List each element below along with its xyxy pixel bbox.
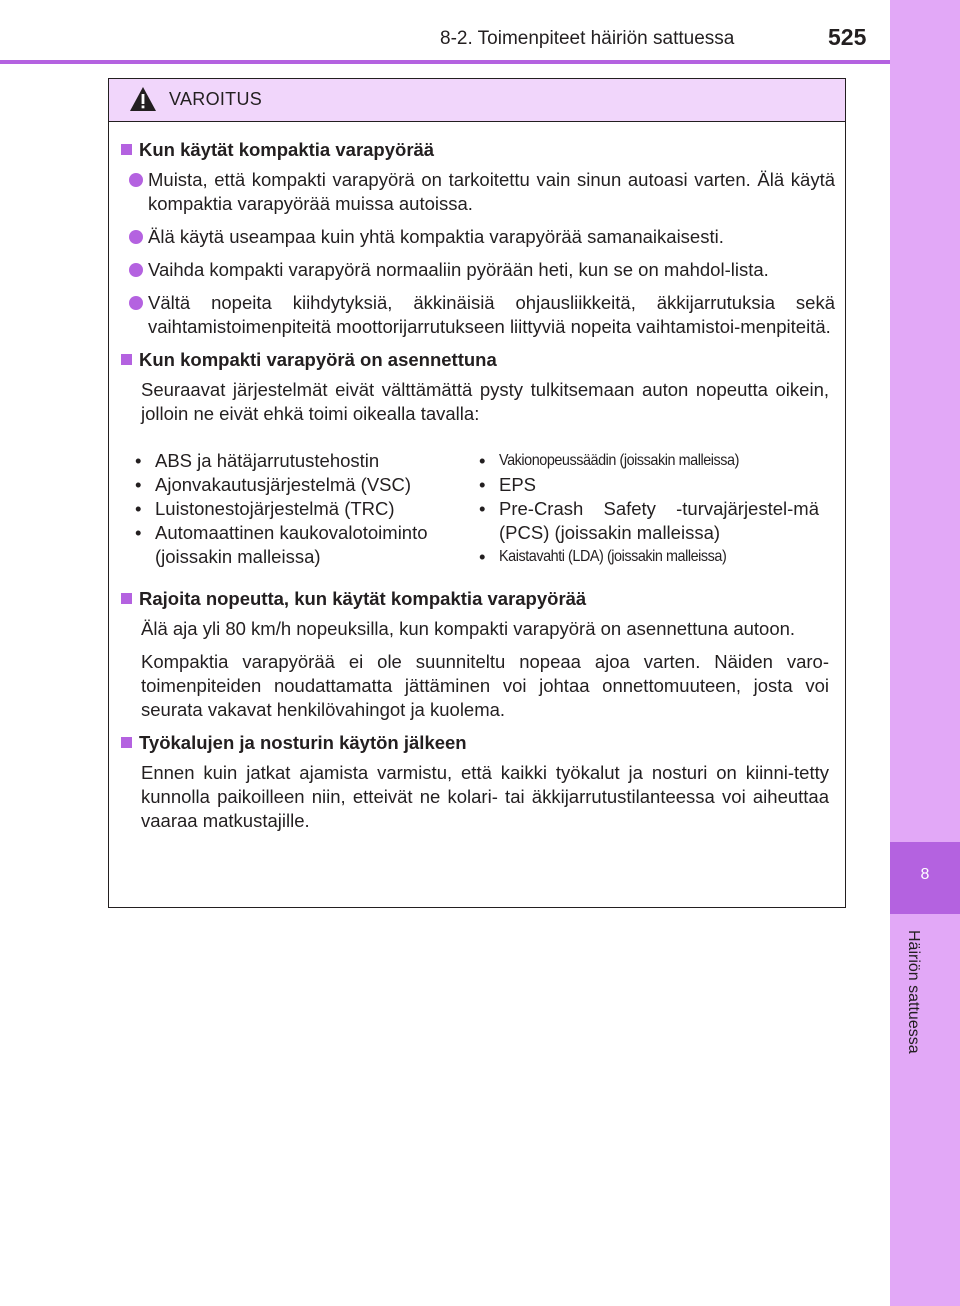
section-heading: Työkalujen ja nosturin käytön jälkeen: [121, 731, 835, 755]
affected-systems-list: [135, 449, 835, 569]
chapter-label: Häiriön sattuessa: [905, 930, 922, 1054]
square-bullet-icon: [121, 354, 132, 365]
page-number: 525: [828, 24, 867, 50]
square-bullet-icon: [121, 593, 132, 604]
list-item: • Automaattinen kaukovalotoiminto (joissakin malleissa): [135, 522, 428, 567]
dot-bullet-icon: [129, 263, 143, 277]
systems-column-right: [479, 449, 835, 569]
chapter-number: 8: [920, 866, 930, 883]
section-paragraph: Kompaktia varapyörää ei ole suunniteltu nopeaa ajoa varten. Näiden varo-toimenpiteiden noudattamatta jättäminen voi johtaa onnettomuuteen, josta voi seurata vakavat henkilövahingot ja kuolema.: [141, 651, 829, 720]
section-heading: Kun kompakti varapyörä on asennettuna: [121, 348, 835, 372]
list-item: Vältä nopeita kiihdytyksiä, äkkinäisiä ohjausliikkeitä, äkkijarrutuksia sekä vaihtamistoimenpiteitä moottorijarrutukseen liittyviä nopeita vaihtamistoi-menpiteitä.: [129, 291, 835, 339]
list-item: • Luistonestojärjestelmä (TRC): [135, 498, 395, 519]
warning-header: [109, 79, 845, 122]
square-bullet-icon: [121, 144, 132, 155]
section-heading: Rajoita nopeutta, kun käytät kompaktia varapyörää: [121, 587, 835, 611]
chapter-side-tab: [890, 0, 960, 1306]
systems-column-left: [135, 449, 491, 569]
section-heading: Kun käytät kompaktia varapyörää: [121, 138, 835, 162]
list-item: • ABS ja hätäjarrutustehostin: [135, 450, 380, 471]
section-paragraph: Älä aja yli 80 km/h nopeuksilla, kun kompakti varapyörä on asennettuna autoon.: [141, 618, 796, 639]
list-item: • Vakionopeussäädin (joissakin malleissa): [479, 450, 739, 471]
list-item: • EPS: [479, 474, 537, 495]
list-item: Älä käytä useampaa kuin yhtä kompaktia varapyörää samanaikaisesti.: [129, 225, 835, 249]
header-section-title: 8-2. Toimenpiteet häiriön sattuessa: [440, 28, 735, 49]
section-paragraph: Ennen kuin jatkat ajamista varmistu, että kaikki työkalut ja nosturi on kiinni-tetty kunnolla paikoilleen niin, etteivät ne kolari- tai äkkijarrutustilanteessa voi aiheuttaa vaaraa matkustajille.: [141, 762, 829, 831]
list-item: Vaihda kompakti varapyörä normaaliin pyörään heti, kun se on mahdol-lista.: [129, 258, 835, 282]
warning-box: [108, 78, 846, 908]
header-rule: [0, 60, 890, 64]
list-item: Muista, että kompakti varapyörä on tarkoitettu vain sinun autoasi varten. Älä käytä kompaktia varapyörää muissa autoissa.: [129, 168, 835, 216]
dot-bullet-icon: [129, 230, 143, 244]
square-bullet-icon: [121, 737, 132, 748]
list-item: • Pre-Crash Safety -turvajärjestel-mä (PCS) (joissakin malleissa): [479, 498, 819, 543]
list-item: • Ajonvakautusjärjestelmä (VSC): [135, 474, 412, 495]
warning-triangle-icon: [129, 86, 157, 112]
section-paragraph: Seuraavat järjestelmät eivät välttämättä pysty tulkitsemaan auton nopeutta oikein, jolloin ne eivät ehkä toimi oikealla tavalla:: [141, 379, 829, 424]
warning-title: VAROITUS: [169, 89, 263, 109]
warning-body: [109, 122, 845, 833]
dot-bullet-icon: [129, 296, 143, 310]
list-item: • Kaistavahti (LDA) (joissakin malleissa): [479, 546, 727, 567]
dot-bullet-icon: [129, 173, 143, 187]
